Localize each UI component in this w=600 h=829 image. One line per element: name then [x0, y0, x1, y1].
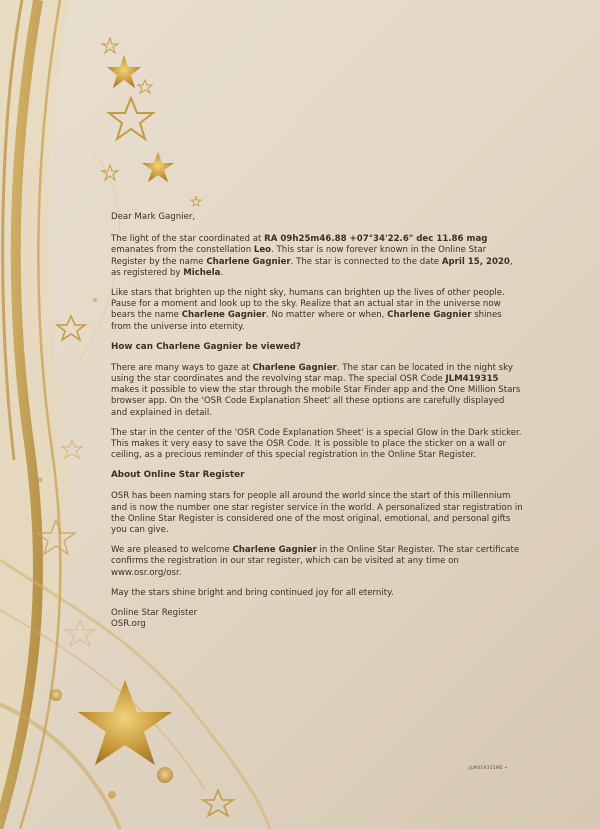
gold-swirl-line: [0, 610, 205, 790]
paragraph-closing: May the stars shine bright and bring continued joy for all eternity.: [111, 587, 394, 598]
paragraph-viewing: There are many ways to gaze at Charlene Gagnier. The star can be located in the night sky using the star coordinates and the revolving star map. The special OSR Code JLM419315 makes it possible to view the star through the mobile Star Finder app and the One Million Stars browser app. On the 'OSR Code Explanation Sheet' all these options are carefully displayed and explained in detail.: [111, 362, 521, 418]
star-name: Charlene Gagnier: [232, 545, 317, 556]
osr-code: JLM419315: [445, 374, 499, 385]
gold-swirl-line: [0, 0, 38, 829]
outline-star: [138, 80, 152, 93]
gold-swirl-line: [20, 0, 60, 829]
gold-dot: [38, 478, 43, 483]
outline-star: [57, 316, 85, 340]
outline-star: [102, 165, 118, 180]
star-coordinates: RA 09h25m46.88 +07°34'22.6" dec 11.86 mag: [264, 234, 488, 245]
star-name: Charlene Gagnier: [252, 362, 337, 373]
signature-org: Online Star Register: [111, 608, 198, 619]
paragraph-sticker: The star in the center of the 'OSR Code Explanation Sheet' is a special Glow in the Dark sticker. This makes it very easy to save the OSR Code. It is possible to place the sticker on a wall or ceiling, as a precious reminder of this special registration in the Online Star Register.: [111, 427, 522, 461]
constellation-name: Leo: [253, 245, 272, 256]
gold-dot: [108, 791, 116, 799]
outline-star: [203, 790, 233, 816]
outline-star: [109, 98, 153, 139]
paragraph-brighten: Like stars that brighten up the night sky, humans can brighten up the lives of other people. Pause for a moment and look up to the sky. Realize that an actual star in the universe now bears the name Charlene Gagnier. No matter where or when, Charlene Gagnier shines from the universe into eternity.: [111, 288, 505, 332]
reference-code: JLM419315ME •: [469, 766, 508, 771]
gold-dot: [93, 298, 97, 302]
gold-swirl-band: [0, 0, 70, 829]
star-name: Charlene Gagnier: [181, 310, 267, 321]
heading-about: About Online Star Register: [111, 470, 245, 481]
gold-star: [107, 55, 141, 88]
registration-date: April 15, 2020: [441, 256, 510, 267]
outline-star: [62, 440, 82, 458]
star-name: Charlene Gagnier: [206, 256, 291, 267]
paragraph-welcome: We are pleased to welcome Charlene Gagnier in the Online Star Register. The star certificate confirms the registration in our star register, which can be visited at any time on www.osr.org/osr.: [111, 545, 520, 578]
paragraph-star-details: The light of the star coordinated at RA 09h25m46.88 +07°34'22.6" dec 11.86 mag emanates from the constellation Leo. This star is now forever known in the Online Star Register by the name Charlene Gagnier. The star is connected to the date April 15, 2020, as registered by Michela.: [111, 234, 513, 278]
signature-site: OSR.org: [111, 619, 146, 630]
outline-star: [37, 520, 75, 554]
paragraph-about-osr: OSR has been naming stars for people all around the world since the start of this millennium and is now the number one star register service in the world. A personalized star registration in the Online Star Register is considered one of the most original, emotional, and personal gifts you can give.: [111, 491, 523, 536]
gold-swirl-line: [0, 700, 120, 829]
gold-swirl-line: [3, 0, 22, 460]
gold-dot: [157, 767, 173, 783]
gold-star: [78, 680, 172, 765]
gold-dot: [50, 689, 62, 701]
heading-how-viewed: How can Charlene Gagnier be viewed?: [111, 341, 301, 352]
letter-body: [111, 212, 523, 630]
outline-star: [191, 196, 201, 206]
registrant-name: Michela: [183, 267, 221, 278]
gold-star: [142, 152, 174, 182]
outline-star: [65, 620, 95, 646]
greeting: Dear Mark Gagnier,: [111, 212, 196, 222]
signature: [111, 608, 523, 630]
outline-star: [102, 38, 118, 53]
star-name: Charlene Gagnier: [387, 310, 472, 321]
